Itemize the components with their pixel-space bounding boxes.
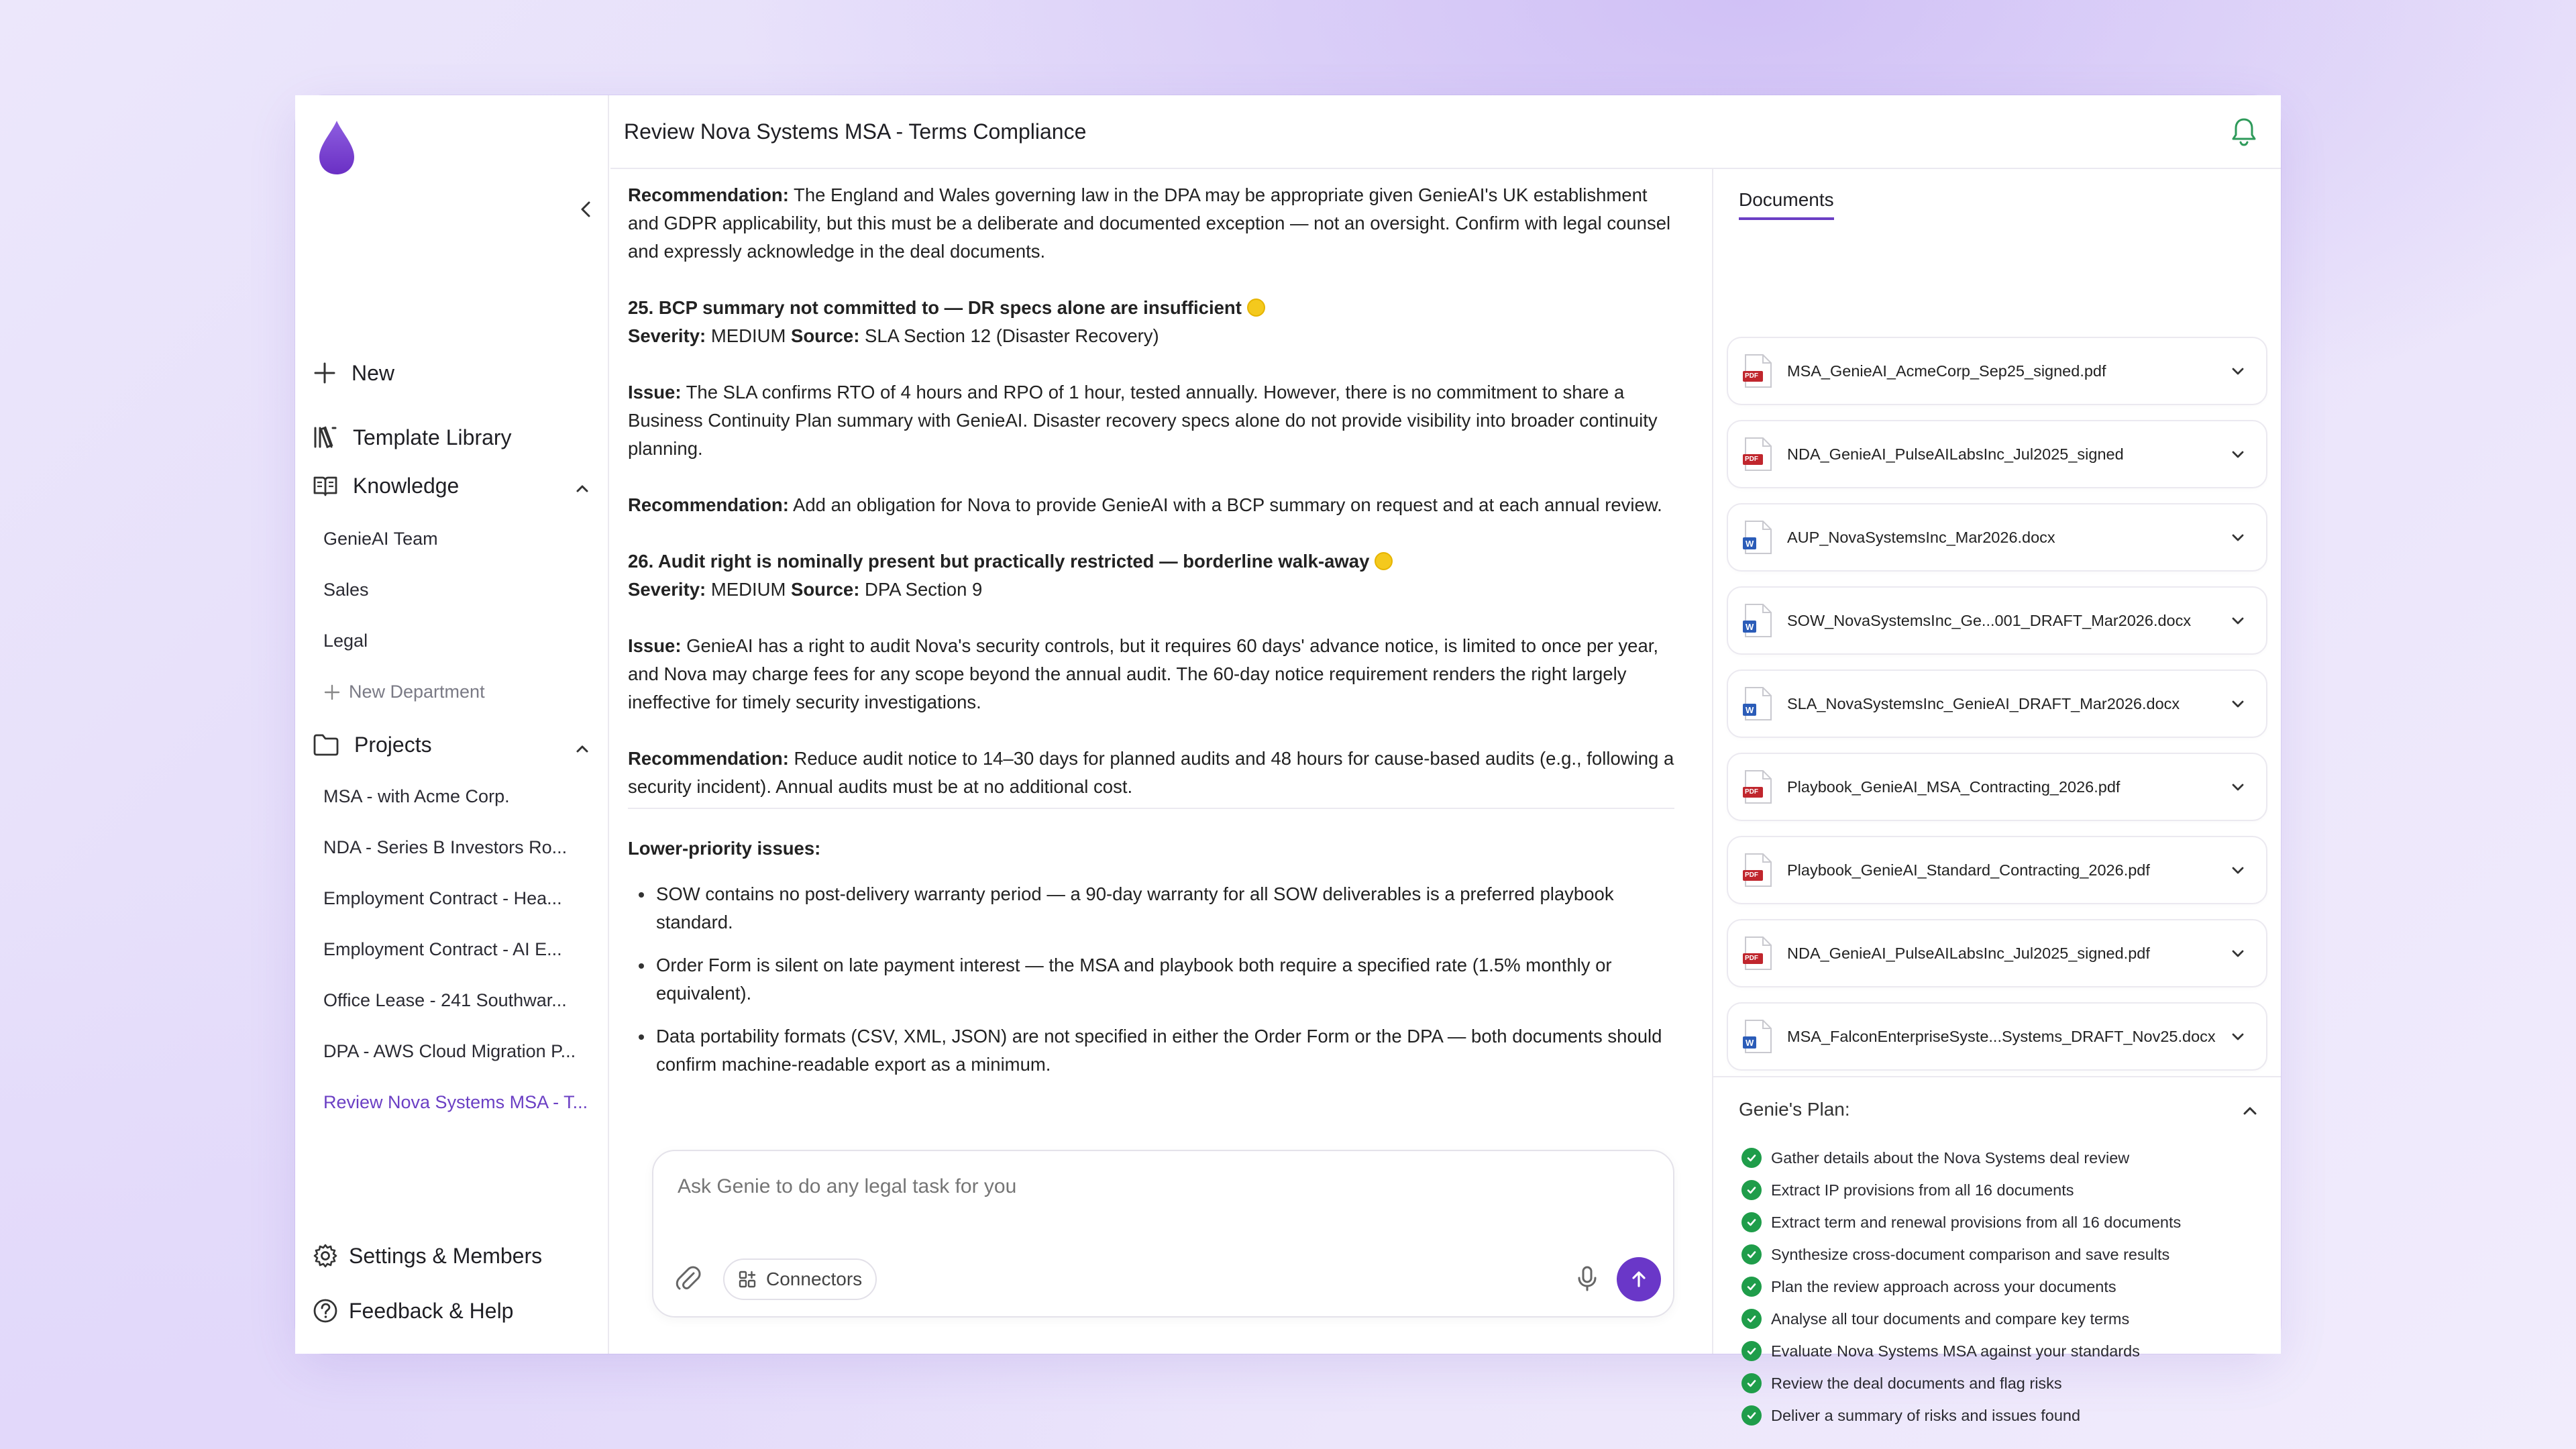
plan-step bbox=[1741, 1335, 2181, 1367]
pdf-badge: PDF bbox=[1745, 788, 1758, 796]
settings-members-button[interactable] bbox=[313, 1237, 542, 1275]
plan-step bbox=[1741, 1174, 2181, 1206]
microphone-icon[interactable] bbox=[1572, 1264, 1602, 1293]
plan-step bbox=[1741, 1367, 2181, 1399]
knowledge-item-sales[interactable]: Sales bbox=[323, 580, 369, 600]
plan-step-label: Extract IP provisions from all 16 documents bbox=[1771, 1181, 2074, 1199]
issue-25-recommendation bbox=[628, 491, 1681, 519]
plan-step-label: Analyse all tour documents and compare key terms bbox=[1771, 1309, 2130, 1328]
plan-step-label: Synthesize cross-document comparison and save results bbox=[1771, 1245, 2170, 1263]
divider bbox=[628, 808, 1674, 809]
word-badge: W bbox=[1746, 539, 1754, 549]
issue-26-block bbox=[628, 547, 1681, 604]
pdf-badge: PDF bbox=[1745, 372, 1758, 380]
pdf-file-icon bbox=[1743, 936, 1772, 971]
document-item[interactable] bbox=[1727, 420, 2267, 488]
document-name: MSA_FalconEnterpriseSyste...Systems_DRAFT_Nov25.docx bbox=[1787, 1027, 2216, 1045]
plan-step-label: Review the deal documents and flag risks bbox=[1771, 1374, 2062, 1392]
pdf-file-icon bbox=[1743, 853, 1772, 888]
check-circle-icon bbox=[1741, 1148, 1762, 1168]
sidebar bbox=[295, 95, 609, 1354]
plan-title: Genie's Plan: bbox=[1739, 1099, 1850, 1120]
pdf-file-icon bbox=[1743, 769, 1772, 804]
plan-step bbox=[1741, 1238, 2181, 1271]
project-item-active[interactable]: Review Nova Systems MSA - T... bbox=[323, 1092, 588, 1112]
word-file-icon bbox=[1743, 1019, 1772, 1054]
connectors-label: Connectors bbox=[766, 1269, 863, 1289]
word-file-icon bbox=[1743, 520, 1772, 555]
severity-label: Severity: bbox=[628, 325, 706, 346]
template-library-label: Template Library bbox=[353, 425, 512, 449]
issue-label: Issue: bbox=[628, 635, 682, 656]
check-circle-icon bbox=[1741, 1373, 1762, 1393]
word-badge: W bbox=[1746, 622, 1754, 632]
new-department-label: New Department bbox=[349, 682, 485, 702]
knowledge-label: Knowledge bbox=[353, 473, 460, 498]
project-item[interactable]: Office Lease - 241 Southwar... bbox=[323, 990, 567, 1010]
bell-icon[interactable] bbox=[2227, 115, 2261, 149]
plan-step-label: Gather details about the Nova Systems deal review bbox=[1771, 1148, 2130, 1167]
document-item[interactable] bbox=[1727, 836, 2267, 904]
recommendation-label: Recommendation: bbox=[628, 494, 789, 515]
word-file-icon bbox=[1743, 686, 1772, 721]
severity-value: MEDIUM bbox=[706, 579, 791, 600]
document-name: NDA_GenieAI_PulseAILabsInc_Jul2025_signed.pdf bbox=[1787, 944, 2150, 962]
recommendation-label: Recommendation: bbox=[628, 748, 789, 769]
lower-priority-list bbox=[628, 880, 1681, 1079]
send-button[interactable] bbox=[1617, 1257, 1661, 1301]
project-item[interactable]: MSA - with Acme Corp. bbox=[323, 786, 510, 806]
project-item[interactable]: Employment Contract - Hea... bbox=[323, 888, 562, 908]
genie-logo-icon bbox=[317, 118, 357, 176]
warning-dot-icon bbox=[1375, 552, 1393, 570]
recommendation-label: Recommendation: bbox=[628, 184, 789, 205]
projects-label: Projects bbox=[354, 732, 432, 757]
plan-step bbox=[1741, 1271, 2181, 1303]
plan-step-label: Extract term and renewal provisions from all 16 documents bbox=[1771, 1213, 2182, 1231]
new-button[interactable] bbox=[313, 354, 394, 392]
tab-documents[interactable]: Documents bbox=[1739, 189, 1834, 220]
check-circle-icon bbox=[1741, 1180, 1762, 1200]
paperclip-icon[interactable] bbox=[674, 1264, 703, 1293]
projects-collapse-toggle[interactable] bbox=[570, 737, 594, 761]
check-circle-icon bbox=[1741, 1405, 1762, 1426]
issue-25-block bbox=[628, 294, 1681, 350]
collapse-sidebar-button[interactable] bbox=[573, 196, 600, 223]
divider bbox=[1713, 1076, 2281, 1077]
recommendation-paragraph bbox=[628, 181, 1681, 266]
document-item[interactable] bbox=[1727, 337, 2267, 405]
source-label: Source: bbox=[791, 325, 860, 346]
lower-priority-title: Lower-priority issues: bbox=[628, 838, 821, 859]
plan-step bbox=[1741, 1142, 2181, 1174]
knowledge-item-legal[interactable]: Legal bbox=[323, 631, 368, 651]
list-item: Order Form is silent on late payment interest — the MSA and playbook both require a specified rate (1.5% monthly or equivalent). bbox=[628, 951, 1681, 1008]
plan-step bbox=[1741, 1303, 2181, 1335]
source-value: DPA Section 9 bbox=[859, 579, 983, 600]
warning-dot-icon bbox=[1247, 299, 1265, 317]
word-badge: W bbox=[1746, 705, 1754, 715]
help-circle-icon bbox=[313, 1298, 338, 1324]
recommendation-text: Add an obligation for Nova to provide GenieAI with a BCP summary on request and at each annual review. bbox=[788, 494, 1662, 515]
chat-message-content bbox=[628, 181, 1681, 1228]
pdf-badge: PDF bbox=[1745, 871, 1758, 879]
projects-section[interactable] bbox=[313, 726, 432, 763]
chevron-down-icon bbox=[2229, 944, 2247, 963]
document-name: AUP_NovaSystemsInc_Mar2026.docx bbox=[1787, 528, 2055, 546]
check-circle-icon bbox=[1741, 1244, 1762, 1265]
issue-25-issue bbox=[628, 378, 1681, 463]
template-library-button[interactable] bbox=[313, 419, 512, 456]
chevron-up-icon bbox=[574, 741, 590, 757]
source-value: SLA Section 12 (Disaster Recovery) bbox=[859, 325, 1159, 346]
pdf-badge: PDF bbox=[1745, 955, 1758, 962]
issue-text: GenieAI has a right to audit Nova's security controls, but it requires 60 days' advance notice, is limited to once per year, and Nova may charge fees for any scope beyond the annual audit. The 60-day notice requirement renders the right largely ineffective for timely security investigations. bbox=[628, 635, 1659, 712]
new-label: New bbox=[352, 360, 395, 385]
document-name: SOW_NovaSystemsInc_Ge...001_DRAFT_Mar2026.docx bbox=[1787, 611, 2192, 629]
document-name: SLA_NovaSystemsInc_GenieAI_DRAFT_Mar2026.docx bbox=[1787, 694, 2180, 712]
document-item[interactable] bbox=[1727, 919, 2267, 987]
list-item: SOW contains no post-delivery warranty period — a 90-day warranty for all SOW deliverables is a preferred playbook standard. bbox=[628, 880, 1681, 936]
plan-step-label: Deliver a summary of risks and issues found bbox=[1771, 1406, 2081, 1424]
folder-icon bbox=[313, 733, 339, 756]
document-item[interactable] bbox=[1727, 753, 2267, 821]
new-department-button[interactable] bbox=[323, 682, 585, 702]
document-item[interactable] bbox=[1727, 503, 2267, 572]
settings-label: Settings & Members bbox=[349, 1243, 543, 1268]
issue-26-recommendation bbox=[628, 745, 1681, 801]
composer bbox=[652, 1150, 1674, 1318]
issue-26-issue bbox=[628, 632, 1681, 716]
pdf-file-icon bbox=[1743, 437, 1772, 472]
arrow-up-icon bbox=[1628, 1269, 1650, 1290]
pdf-badge: PDF bbox=[1745, 455, 1758, 463]
document-name: NDA_GenieAI_PulseAILabsInc_Jul2025_signed bbox=[1787, 445, 2124, 463]
recommendation-text: The England and Wales governing law in the DPA may be appropriate given GenieAI's UK establishment and GDPR applicability, but this must be a deliberate and documented exception — not an oversight. Confirm with legal counsel and expressly acknowledge in the deal documents. bbox=[628, 184, 1671, 262]
severity-label: Severity: bbox=[628, 579, 706, 600]
documents-panel bbox=[1712, 169, 2281, 1424]
document-name: Playbook_GenieAI_MSA_Contracting_2026.pdf bbox=[1787, 777, 2121, 796]
chevron-down-icon bbox=[2229, 611, 2247, 630]
recommendation-text: Reduce audit notice to 14–30 days for planned audits and 48 hours for cause-based audits (e.g., following a security incident). Annual audits must be at no additional cost. bbox=[628, 748, 1674, 797]
knowledge-section[interactable] bbox=[313, 467, 459, 504]
knowledge-collapse-toggle[interactable] bbox=[570, 476, 594, 500]
issue-26-title: 26. Audit right is nominally present but practically restricted — borderline walk-away bbox=[628, 551, 1370, 572]
document-item[interactable] bbox=[1727, 586, 2267, 655]
check-circle-icon bbox=[1741, 1341, 1762, 1361]
chevron-up-icon bbox=[574, 480, 590, 496]
plan-step-label: Plan the review approach across your documents bbox=[1771, 1277, 2116, 1295]
chevron-down-icon bbox=[2229, 694, 2247, 713]
page-title: Review Nova Systems MSA - Terms Compliance bbox=[624, 119, 1087, 144]
chevron-up-icon[interactable] bbox=[2239, 1100, 2261, 1122]
connectors-icon bbox=[738, 1270, 757, 1289]
header-bar bbox=[610, 95, 2281, 169]
pdf-file-icon bbox=[1743, 354, 1772, 388]
issue-label: Issue: bbox=[628, 382, 682, 402]
library-icon bbox=[313, 425, 338, 449]
plan-steps-list bbox=[1741, 1142, 2181, 1432]
document-item[interactable] bbox=[1727, 669, 2267, 738]
document-item[interactable] bbox=[1727, 1002, 2267, 1071]
document-name: MSA_GenieAI_AcmeCorp_Sep25_signed.pdf bbox=[1787, 362, 2106, 380]
source-label: Source: bbox=[791, 579, 860, 600]
plus-icon bbox=[313, 361, 337, 385]
issue-25-title: 25. BCP summary not committed to — DR specs alone are insufficient bbox=[628, 297, 1242, 318]
project-item[interactable]: NDA - Series B Investors Ro... bbox=[323, 837, 568, 857]
connectors-button[interactable] bbox=[723, 1258, 877, 1300]
chevron-down-icon bbox=[2229, 777, 2247, 796]
book-open-icon bbox=[313, 474, 338, 498]
document-name: Playbook_GenieAI_Standard_Contracting_2026.pdf bbox=[1787, 861, 2150, 879]
word-badge: W bbox=[1746, 1038, 1754, 1048]
chevron-down-icon bbox=[2229, 362, 2247, 380]
check-circle-icon bbox=[1741, 1277, 1762, 1297]
chevron-down-icon bbox=[2229, 861, 2247, 879]
issue-text: The SLA confirms RTO of 4 hours and RPO of 1 hour, tested annually. However, there is no commitment to share a Business Continuity Plan summary with GenieAI. Disaster recovery specs alone do not provide visibility into broader continuity planning. bbox=[628, 382, 1658, 459]
severity-value: MEDIUM bbox=[706, 325, 791, 346]
prompt-input[interactable] bbox=[678, 1175, 1550, 1198]
project-item[interactable]: DPA - AWS Cloud Migration P... bbox=[323, 1041, 576, 1061]
lower-priority-heading bbox=[628, 835, 1681, 863]
list-item: Data portability formats (CSV, XML, JSON) are not specified in either the Order Form or the DPA — both documents should confirm machine-readable export as a minimum. bbox=[628, 1022, 1681, 1079]
chevron-down-icon bbox=[2229, 528, 2247, 547]
plan-step-label: Evaluate Nova Systems MSA against your standards bbox=[1771, 1342, 2140, 1360]
knowledge-item-genieai-team[interactable]: GenieAI Team bbox=[323, 529, 438, 549]
chevron-down-icon bbox=[2229, 445, 2247, 464]
app-window bbox=[295, 95, 2281, 1424]
chevron-down-icon bbox=[2229, 1027, 2247, 1046]
check-circle-icon bbox=[1741, 1212, 1762, 1232]
plan-step bbox=[1741, 1399, 2181, 1432]
word-file-icon bbox=[1743, 603, 1772, 638]
feedback-help-button[interactable] bbox=[313, 1292, 513, 1330]
plan-step bbox=[1741, 1206, 2181, 1238]
gear-icon bbox=[313, 1243, 338, 1269]
plus-icon bbox=[323, 684, 341, 701]
feedback-label: Feedback & Help bbox=[349, 1298, 514, 1323]
chevron-left-icon bbox=[578, 201, 595, 218]
check-circle-icon bbox=[1741, 1309, 1762, 1329]
project-item[interactable]: Employment Contract - AI E... bbox=[323, 939, 562, 959]
